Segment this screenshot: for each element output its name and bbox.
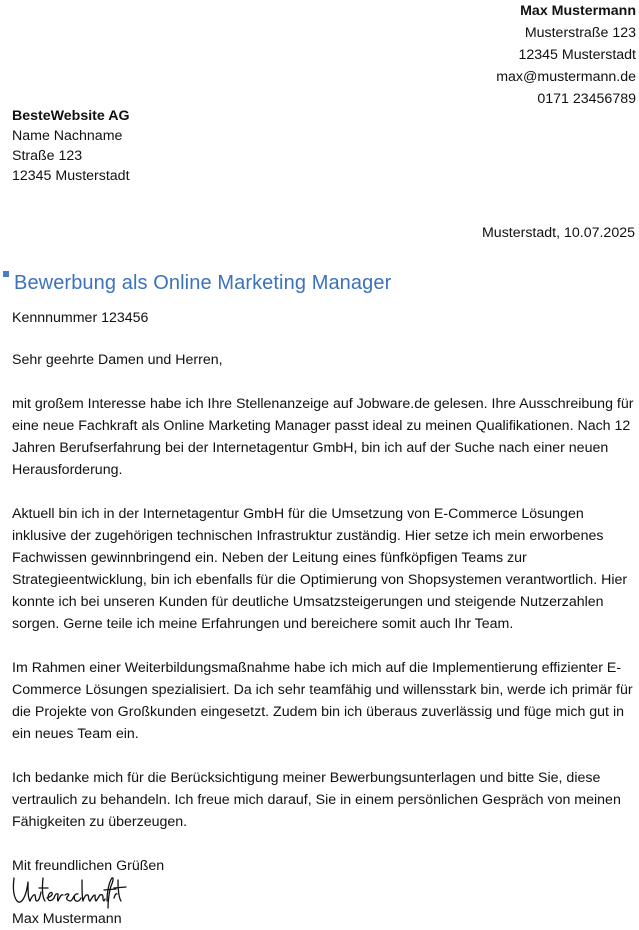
subject-title: Bewerbung als Online Marketing Manager [14, 272, 392, 294]
subject-marker-icon [3, 271, 9, 277]
sender-city: 12345 Musterstadt [518, 47, 636, 63]
recipient-contact: Name Nachname [12, 128, 123, 144]
closing-greeting: Mit freundlichen Grüßen [12, 858, 165, 874]
sender-phone: 0171 23456789 [537, 91, 636, 107]
handwritten-signature [10, 868, 140, 912]
recipient-address [12, 106, 130, 186]
recipient-company: BesteWebsite AG [12, 108, 130, 124]
recipient-city: 12345 Musterstadt [12, 168, 130, 184]
reference-number: Kennnummer 123456 [12, 310, 149, 326]
sender-email: max@mustermann.de [496, 69, 636, 85]
letter-date: Musterstadt, 10.07.2025 [481, 225, 635, 241]
paragraph-closing: Ich bedanke mich für die Berücksichtigung meiner Bewerbungsunterlagen und bitte Sie, diese vertraulich zu behandeln. Ich freue mich darauf, Sie in einem persönlichen Gespräch von meinen Fähigkeiten zu überzeugen. [12, 770, 621, 830]
sender-street: Musterstraße 123 [524, 25, 636, 41]
sender-address [496, 0, 636, 110]
salutation: Sehr geehrte Damen und Herren, [12, 352, 223, 368]
paragraph-experience: Aktuell bin ich in der Internetagentur GmbH für die Umsetzung von E-Commerce Lösungen inklusive der zugehörigen technischen Infrastruktur zuständig. Hier setze ich mein erworbenes Fachwissen gewinnbringend ein. Neben der Leitung eines fünfköpfigen Teams zur Strategieentwicklung, bin ich ebenfalls für die Optimierung von Shopsystemen verantwortlich. Hier konnte ich bei unseren Kunden für deutliche Umsatzsteigerungen und steigende Nutzerzahlen sorgen. Gerne teile ich meine Erfahrungen und bereichere somit auch Ihr Team. [12, 506, 628, 632]
letter-body [12, 307, 634, 877]
recipient-street: Straße 123 [12, 148, 83, 164]
signer-name: Max Mustermann [12, 911, 122, 927]
sender-name: Max Mustermann [520, 3, 636, 19]
paragraph-qualification: Im Rahmen einer Weiterbildungsmaßnahme habe ich mich auf die Implementierung effizienter E-Commerce Lösungen spezialisiert. Da ich sehr teamfähig und willensstark bin, werde ich primär für die Projekte von Großkunden eingesetzt. Zudem bin ich überaus zuverlässig und füge mich gut in ein neues Team ein. [12, 660, 633, 742]
paragraph-intro: mit großem Interesse habe ich Ihre Stellenanzeige auf Jobware.de gelesen. Ihre Ausschreibung für eine neue Fachkraft als Online Marketing Manager passt ideal zu meinen Qualifikationen. Nach 12 Jahren Berufserfahrung bei der Internetagentur GmbH, bin ich auf der Suche nach einer neuen Herausforderung. [12, 396, 634, 478]
